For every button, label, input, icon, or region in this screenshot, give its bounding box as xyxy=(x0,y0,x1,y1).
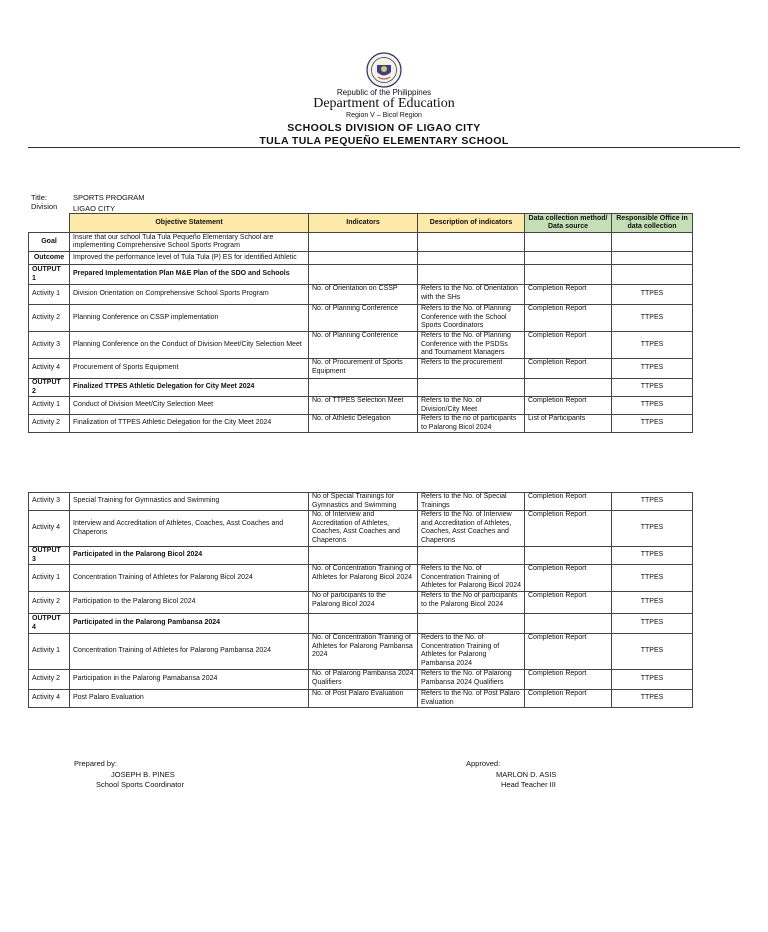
objective-cell: Finalized TTPES Athletic Delegation for City Meet 2024 xyxy=(70,379,309,397)
school-title: TULA TULA PEQUEÑO ELEMENTARY SCHOOL xyxy=(259,135,509,147)
indicator-cell: No. of Concentration Training of Athletes for Palarong Bicol 2024 xyxy=(309,565,418,592)
table-row xyxy=(29,305,693,332)
row-label: Activity 4 xyxy=(29,511,70,547)
objective-cell: Prepared Implementation Plan M&E Plan of the SDO and Schools xyxy=(70,265,309,285)
objective-cell: Insure that our school Tula Tula Pequeño Elementary School are implementing Comprehensive School Sports Program xyxy=(70,233,309,252)
table-row xyxy=(29,511,693,547)
office-cell: TTPES xyxy=(612,415,693,433)
objective-cell: Improved the performance level of Tula Tula (P) ES for identified Athletic xyxy=(70,252,309,265)
method-cell: Completion Report xyxy=(525,592,612,614)
method-cell: Completion Report xyxy=(525,285,612,305)
row-label: Activity 3 xyxy=(29,493,70,511)
method-cell: Completion Report xyxy=(525,305,612,332)
indicator-cell: No. of Post Palaro Evaluation xyxy=(309,690,418,708)
table-header-row xyxy=(29,214,693,233)
indicator-cell: No. of Procurement of Sports Equipment xyxy=(309,359,418,379)
description-cell xyxy=(418,614,525,634)
method-cell xyxy=(525,614,612,634)
objective-cell: Post Palaro Evaluation xyxy=(70,690,309,708)
table-row xyxy=(29,614,693,634)
office-cell: TTPES xyxy=(612,690,693,708)
office-cell: TTPES xyxy=(612,379,693,397)
table-row xyxy=(29,670,693,690)
indicator-cell: No. of Planning Conference xyxy=(309,305,418,332)
office-cell: TTPES xyxy=(612,359,693,379)
method-cell: Completion Report xyxy=(525,565,612,592)
deped-seal-icon xyxy=(366,52,402,88)
method-cell: Completion Report xyxy=(525,359,612,379)
table-row xyxy=(29,332,693,359)
row-label: Activity 2 xyxy=(29,305,70,332)
table-row xyxy=(29,397,693,415)
me-plan-table-2 xyxy=(28,492,693,708)
description-cell: Refers to the No. of Division/City Meet xyxy=(418,397,525,415)
approved-label: Approved: xyxy=(466,759,501,768)
method-cell: Completion Report xyxy=(525,493,612,511)
office-cell: TTPES xyxy=(612,614,693,634)
objective-cell: Special Training for Gymnastics and Swimming xyxy=(70,493,309,511)
indicator-cell xyxy=(309,233,418,252)
table-row xyxy=(29,379,693,397)
row-label: OUTPUT 3 xyxy=(29,547,70,565)
office-cell: TTPES xyxy=(612,670,693,690)
row-label: Activity 2 xyxy=(29,592,70,614)
indicator-cell: No. of Planning Conference xyxy=(309,332,418,359)
indicator-cell: No of participants to the Palarong Bicol 2024 xyxy=(309,592,418,614)
objective-cell: Participated in the Palarong Pambansa 2024 xyxy=(70,614,309,634)
objective-cell: Participation to the Palarong Bicol 2024 xyxy=(70,592,309,614)
indicator-cell: No. of TTPES Selection Meet xyxy=(309,397,418,415)
table-row xyxy=(29,565,693,592)
table-row xyxy=(29,233,693,252)
col-description-header: Description of indicators xyxy=(418,214,525,233)
description-cell: Refers to the No. of Concentration Training of Athletes for Palarong Bicol 2024 xyxy=(418,565,525,592)
office-cell: TTPES xyxy=(612,511,693,547)
indicator-cell: No of Special Trainings for Gymnastics and Swimming xyxy=(309,493,418,511)
method-cell: Completion Report xyxy=(525,690,612,708)
region-text: Region V – Bicol Region xyxy=(346,112,422,119)
table-row xyxy=(29,493,693,511)
office-cell: TTPES xyxy=(612,565,693,592)
objective-cell: Concentration Training of Athletes for Palarong Bicol 2024 xyxy=(70,565,309,592)
col-method-header: Data collection method/ Data source xyxy=(525,214,612,233)
office-cell: TTPES xyxy=(612,285,693,305)
indicator-cell: No. of Interview and Accreditation of Athletes, Coaches, Asst Coaches and Chaperons xyxy=(309,511,418,547)
description-cell: Refers to the No. of Orientation with the SHs xyxy=(418,285,525,305)
objective-cell: Planning Conference on CSSP implementation xyxy=(70,305,309,332)
prepared-by-label: Prepared by: xyxy=(74,759,117,768)
description-cell xyxy=(418,547,525,565)
table-row xyxy=(29,265,693,285)
method-cell xyxy=(525,379,612,397)
objective-cell: Participation in the Palarong Pamabansa 2024 xyxy=(70,670,309,690)
description-cell: Refers to the No. of Palarong Pambansa 2024 Qualifiers xyxy=(418,670,525,690)
col-indicators-header: Indicators xyxy=(309,214,418,233)
office-cell: TTPES xyxy=(612,493,693,511)
indicator-cell xyxy=(309,614,418,634)
col-objective-header: Objective Statement xyxy=(70,214,309,233)
office-cell: TTPES xyxy=(612,592,693,614)
office-cell: TTPES xyxy=(612,332,693,359)
office-cell xyxy=(612,252,693,265)
prepared-by-title: School Sports Coordinator xyxy=(96,780,184,789)
method-cell xyxy=(525,547,612,565)
row-label: Activity 2 xyxy=(29,670,70,690)
row-label: Activity 1 xyxy=(29,397,70,415)
method-cell xyxy=(525,233,612,252)
row-label: Activity 1 xyxy=(29,634,70,670)
header-divider xyxy=(28,147,740,148)
table-row xyxy=(29,252,693,265)
indicator-cell: No. of Athletic Delegation xyxy=(309,415,418,433)
division-title: SCHOOLS DIVISION OF LIGAO CITY xyxy=(287,122,481,134)
objective-cell: Interview and Accreditation of Athletes, Coaches, Asst Coaches and Chaperons xyxy=(70,511,309,547)
method-cell xyxy=(525,265,612,285)
row-label: Goal xyxy=(29,233,70,252)
me-plan-table-1 xyxy=(28,213,693,433)
method-cell: List of Participants xyxy=(525,415,612,433)
table-row xyxy=(29,285,693,305)
prepared-by-name: JOSEPH B. PINES xyxy=(111,770,175,779)
row-label: Activity 4 xyxy=(29,359,70,379)
objective-cell: Conduct of Division Meet/City Selection Meet xyxy=(70,397,309,415)
description-cell: Refers to the No. of Post Palaro Evaluation xyxy=(418,690,525,708)
row-label: OUTPUT 4 xyxy=(29,614,70,634)
description-cell xyxy=(418,379,525,397)
office-cell xyxy=(612,233,693,252)
objective-cell: Finalization of TTPES Athletic Delegation for the City Meet 2024 xyxy=(70,415,309,433)
indicator-cell xyxy=(309,252,418,265)
department-title: Department of Education xyxy=(313,96,455,111)
method-cell: Completion Report xyxy=(525,670,612,690)
table-row xyxy=(29,592,693,614)
indicator-cell: No. of Orientation on CSSP xyxy=(309,285,418,305)
row-label: Activity 1 xyxy=(29,565,70,592)
row-label: Outcome xyxy=(29,252,70,265)
method-cell: Completion Report xyxy=(525,397,612,415)
objective-cell: Planning Conference on the Conduct of Division Meet/City Selection Meet xyxy=(70,332,309,359)
objective-cell: Procurement of Sports Equipment xyxy=(70,359,309,379)
method-cell: Completion Report xyxy=(525,511,612,547)
method-cell xyxy=(525,252,612,265)
table-row xyxy=(29,359,693,379)
col-office-header: Responsible Office in data collection xyxy=(612,214,693,233)
row-label: Activity 1 xyxy=(29,285,70,305)
division-value: LIGAO CITY xyxy=(73,204,116,213)
indicator-cell xyxy=(309,265,418,285)
description-cell xyxy=(418,233,525,252)
table-row xyxy=(29,547,693,565)
description-cell xyxy=(418,265,525,285)
republic-text: Republic of the Philippines xyxy=(336,88,432,97)
description-cell: Refers to the no of participants to Palarong Bicol 2024 xyxy=(418,415,525,433)
approved-title: Head Teacher III xyxy=(501,780,556,789)
row-label: OUTPUT 2 xyxy=(29,379,70,397)
office-cell: TTPES xyxy=(612,305,693,332)
description-cell: Refers to the No. of Special Trainings xyxy=(418,493,525,511)
method-cell: Completion Report xyxy=(525,634,612,670)
description-cell: Reders to the No. of Concentration Training of Athletes for Palarong Pambansa 2024 xyxy=(418,634,525,670)
title-label: Title: xyxy=(31,193,47,202)
row-label: Activity 4 xyxy=(29,690,70,708)
objective-cell: Division Orientation on Comprehensive School Sports Program xyxy=(70,285,309,305)
row-label: Activity 2 xyxy=(29,415,70,433)
table-row xyxy=(29,415,693,433)
division-label: Division xyxy=(31,202,58,211)
description-cell: Refers to the No. of Interview and Accreditation of Athletes, Coaches, Asst Coaches and Chaperons xyxy=(418,511,525,547)
row-label: OUTPUT 1 xyxy=(29,265,70,285)
description-cell: Refers to the procurement xyxy=(418,359,525,379)
approved-name: MARLON D. ASIS xyxy=(496,770,557,779)
objective-cell: Participated in the Palarong Bicol 2024 xyxy=(70,547,309,565)
description-cell xyxy=(418,252,525,265)
indicator-cell xyxy=(309,547,418,565)
table-row xyxy=(29,690,693,708)
description-cell: Refers to the No of participants to the Palarong Bicol 2024 xyxy=(418,592,525,614)
table-row xyxy=(29,634,693,670)
office-cell: TTPES xyxy=(612,397,693,415)
method-cell: Completion Report xyxy=(525,332,612,359)
row-label: Activity 3 xyxy=(29,332,70,359)
title-value: SPORTS PROGRAM xyxy=(73,193,145,202)
indicator-cell: No. of Concentration Training of Athletes for Palarong Pambansa 2024 xyxy=(309,634,418,670)
office-cell: TTPES xyxy=(612,634,693,670)
indicator-cell: No. of Palarong Pambansa 2024 Qualifiers xyxy=(309,670,418,690)
description-cell: Refers to the No. of Planning Conference with the PSDSs and Tournament Managers xyxy=(418,332,525,359)
indicator-cell xyxy=(309,379,418,397)
office-cell xyxy=(612,265,693,285)
office-cell: TTPES xyxy=(612,547,693,565)
objective-cell: Concentration Training of Athletes for Palarong Pambansa 2024 xyxy=(70,634,309,670)
description-cell: Refers to the No. of Planning Conference with the School Sports Coordinators xyxy=(418,305,525,332)
